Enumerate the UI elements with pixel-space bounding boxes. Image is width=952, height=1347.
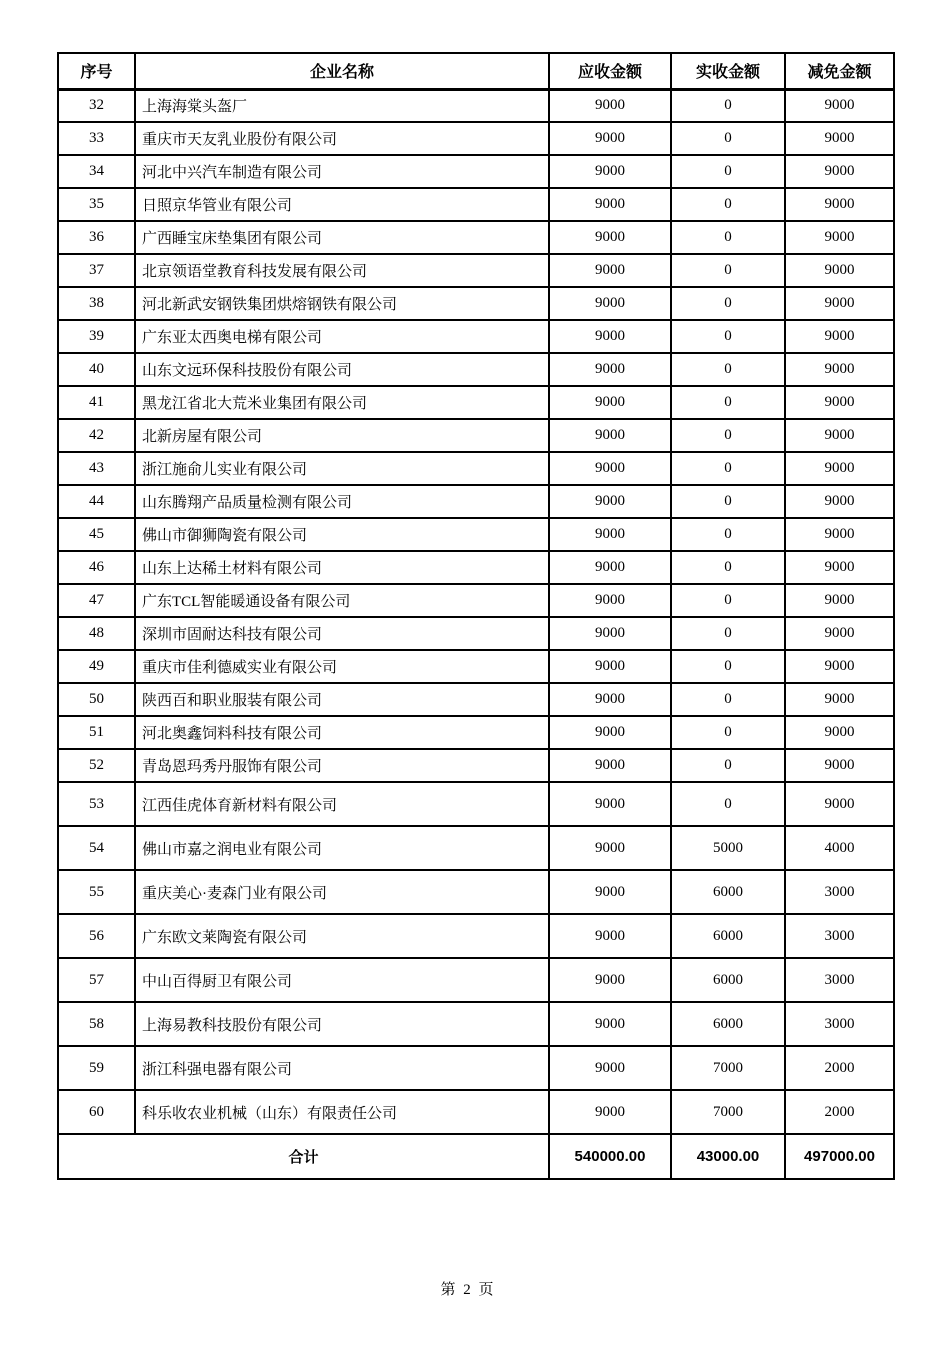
receivable-amount-cell: 9000 <box>549 320 671 353</box>
table-row <box>58 188 894 221</box>
receivable-amount-cell: 9000 <box>549 485 671 518</box>
total-reduction: 497000.00 <box>785 1134 894 1179</box>
table-row <box>58 485 894 518</box>
reduction-amount-cell: 9000 <box>785 287 894 320</box>
header-row <box>58 53 894 89</box>
receivable-amount-cell: 9000 <box>549 188 671 221</box>
reduction-amount-cell: 9000 <box>785 452 894 485</box>
receivable-amount-cell: 9000 <box>549 89 671 122</box>
company-name-cell: 上海海棠头盔厂 <box>135 89 549 122</box>
total-receivable: 540000.00 <box>549 1134 671 1179</box>
received-amount-cell: 0 <box>671 716 785 749</box>
company-name-cell: 黑龙江省北大荒米业集团有限公司 <box>135 386 549 419</box>
reduction-amount-cell: 9000 <box>785 584 894 617</box>
company-name-cell: 山东腾翔产品质量检测有限公司 <box>135 485 549 518</box>
received-amount-cell: 0 <box>671 254 785 287</box>
row-serial-number-cell: 47 <box>58 584 135 617</box>
table-row <box>58 254 894 287</box>
row-serial-number-cell: 59 <box>58 1046 135 1090</box>
company-name-cell: 广东欧文莱陶瓷有限公司 <box>135 914 549 958</box>
received-amount-cell: 0 <box>671 518 785 551</box>
table-row <box>58 386 894 419</box>
reduction-amount-cell: 9000 <box>785 749 894 782</box>
company-name-cell: 浙江施俞儿实业有限公司 <box>135 452 549 485</box>
row-serial-number-cell: 56 <box>58 914 135 958</box>
company-name-cell: 重庆市佳利德威实业有限公司 <box>135 650 549 683</box>
row-serial-number-cell: 36 <box>58 221 135 254</box>
reduction-amount-cell: 9000 <box>785 518 894 551</box>
company-name-cell: 浙江科强电器有限公司 <box>135 1046 549 1090</box>
row-serial-number-cell: 37 <box>58 254 135 287</box>
table-row <box>58 584 894 617</box>
reduction-amount-cell: 3000 <box>785 870 894 914</box>
received-amount-cell: 0 <box>671 386 785 419</box>
receivable-amount-cell: 9000 <box>549 716 671 749</box>
reduction-amount-cell: 9000 <box>785 353 894 386</box>
receivable-amount-cell: 9000 <box>549 551 671 584</box>
receivable-amount-cell: 9000 <box>549 452 671 485</box>
reduction-amount-cell: 9000 <box>785 716 894 749</box>
table-row <box>58 221 894 254</box>
reduction-amount-cell: 9000 <box>785 89 894 122</box>
table-row <box>58 89 894 122</box>
receivable-amount-cell: 9000 <box>549 221 671 254</box>
reduction-amount-cell: 3000 <box>785 1002 894 1046</box>
receivable-amount-cell: 9000 <box>549 782 671 826</box>
company-name-cell: 河北奥鑫饲料科技有限公司 <box>135 716 549 749</box>
company-name-cell: 佛山市嘉之润电业有限公司 <box>135 826 549 870</box>
row-serial-number-cell: 40 <box>58 353 135 386</box>
total-label: 合计 <box>58 1134 549 1179</box>
received-amount-cell: 6000 <box>671 958 785 1002</box>
table-row <box>58 518 894 551</box>
company-name-cell: 山东上达稀土材料有限公司 <box>135 551 549 584</box>
receivable-amount-cell: 9000 <box>549 1046 671 1090</box>
received-amount-cell: 0 <box>671 485 785 518</box>
row-serial-number-cell: 34 <box>58 155 135 188</box>
company-name-cell: 陕西百和职业服装有限公司 <box>135 683 549 716</box>
row-serial-number-cell: 54 <box>58 826 135 870</box>
header-serial-number: 序号 <box>58 53 135 89</box>
receivable-amount-cell: 9000 <box>549 826 671 870</box>
row-serial-number-cell: 48 <box>58 617 135 650</box>
company-name-cell: 深圳市固耐达科技有限公司 <box>135 617 549 650</box>
receivable-amount-cell: 9000 <box>549 650 671 683</box>
company-name-cell: 江西佳虎体育新材料有限公司 <box>135 782 549 826</box>
reduction-amount-cell: 9000 <box>785 320 894 353</box>
company-name-cell: 广东亚太西奥电梯有限公司 <box>135 320 549 353</box>
receivable-amount-cell: 9000 <box>549 287 671 320</box>
row-serial-number-cell: 39 <box>58 320 135 353</box>
reduction-amount-cell: 9000 <box>785 254 894 287</box>
received-amount-cell: 0 <box>671 551 785 584</box>
receivable-amount-cell: 9000 <box>549 1090 671 1134</box>
row-serial-number-cell: 57 <box>58 958 135 1002</box>
row-serial-number-cell: 44 <box>58 485 135 518</box>
reduction-amount-cell: 9000 <box>785 485 894 518</box>
reduction-amount-cell: 9000 <box>785 683 894 716</box>
received-amount-cell: 0 <box>671 221 785 254</box>
table-row <box>58 870 894 914</box>
header-received-amount: 实收金额 <box>671 53 785 89</box>
page-number: 第 2 页 <box>440 1282 496 1298</box>
received-amount-cell: 0 <box>671 452 785 485</box>
reduction-amount-cell: 9000 <box>785 386 894 419</box>
receivable-amount-cell: 9000 <box>549 518 671 551</box>
row-serial-number-cell: 49 <box>58 650 135 683</box>
company-name-cell: 北京领语堂教育科技发展有限公司 <box>135 254 549 287</box>
reduction-amount-cell: 9000 <box>785 188 894 221</box>
row-serial-number-cell: 51 <box>58 716 135 749</box>
receivable-amount-cell: 9000 <box>549 914 671 958</box>
received-amount-cell: 0 <box>671 650 785 683</box>
received-amount-cell: 0 <box>671 155 785 188</box>
receivable-amount-cell: 9000 <box>549 1002 671 1046</box>
header-receivable-amount: 应收金额 <box>549 53 671 89</box>
received-amount-cell: 0 <box>671 584 785 617</box>
company-name-cell: 上海易教科技股份有限公司 <box>135 1002 549 1046</box>
receivable-amount-cell: 9000 <box>549 870 671 914</box>
row-serial-number-cell: 53 <box>58 782 135 826</box>
row-serial-number-cell: 41 <box>58 386 135 419</box>
table-row <box>58 353 894 386</box>
table-body <box>58 89 894 1134</box>
reduction-amount-cell: 2000 <box>785 1090 894 1134</box>
received-amount-cell: 6000 <box>671 870 785 914</box>
received-amount-cell: 0 <box>671 287 785 320</box>
table-row <box>58 1090 894 1134</box>
table-row <box>58 749 894 782</box>
company-name-cell: 科乐收农业机械（山东）有限责任公司 <box>135 1090 549 1134</box>
company-name-cell: 青岛恩玛秀丹服饰有限公司 <box>135 749 549 782</box>
row-serial-number-cell: 46 <box>58 551 135 584</box>
received-amount-cell: 0 <box>671 617 785 650</box>
row-serial-number-cell: 45 <box>58 518 135 551</box>
row-serial-number-cell: 52 <box>58 749 135 782</box>
table-row <box>58 826 894 870</box>
receivable-amount-cell: 9000 <box>549 683 671 716</box>
received-amount-cell: 0 <box>671 353 785 386</box>
reduction-amount-cell: 2000 <box>785 1046 894 1090</box>
row-serial-number-cell: 43 <box>58 452 135 485</box>
reduction-amount-cell: 9000 <box>785 122 894 155</box>
received-amount-cell: 7000 <box>671 1046 785 1090</box>
company-name-cell: 广西睡宝床垫集团有限公司 <box>135 221 549 254</box>
received-amount-cell: 0 <box>671 188 785 221</box>
receivable-amount-cell: 9000 <box>549 617 671 650</box>
received-amount-cell: 6000 <box>671 914 785 958</box>
row-serial-number-cell: 55 <box>58 870 135 914</box>
company-name-cell: 日照京华管业有限公司 <box>135 188 549 221</box>
table-row <box>58 155 894 188</box>
reduction-amount-cell: 9000 <box>785 551 894 584</box>
received-amount-cell: 0 <box>671 320 785 353</box>
receivable-amount-cell: 9000 <box>549 749 671 782</box>
received-amount-cell: 0 <box>671 683 785 716</box>
table-row <box>58 914 894 958</box>
table-row <box>58 782 894 826</box>
table-row <box>58 1002 894 1046</box>
reduction-amount-cell: 9000 <box>785 782 894 826</box>
received-amount-cell: 0 <box>671 782 785 826</box>
table-row <box>58 551 894 584</box>
company-name-cell: 河北新武安钢铁集团烘熔钢铁有限公司 <box>135 287 549 320</box>
table-row <box>58 122 894 155</box>
received-amount-cell: 7000 <box>671 1090 785 1134</box>
reduction-amount-cell: 4000 <box>785 826 894 870</box>
company-name-cell: 广东TCL智能暖通设备有限公司 <box>135 584 549 617</box>
receivable-amount-cell: 9000 <box>549 419 671 452</box>
company-name-cell: 重庆美心·麦森门业有限公司 <box>135 870 549 914</box>
table-row <box>58 1046 894 1090</box>
company-name-cell: 河北中兴汽车制造有限公司 <box>135 155 549 188</box>
reduction-amount-cell: 9000 <box>785 650 894 683</box>
table-row <box>58 287 894 320</box>
table-row <box>58 419 894 452</box>
company-name-cell: 山东文远环保科技股份有限公司 <box>135 353 549 386</box>
received-amount-cell: 0 <box>671 89 785 122</box>
fee-table <box>57 52 895 1180</box>
reduction-amount-cell: 9000 <box>785 155 894 188</box>
reduction-amount-cell: 3000 <box>785 958 894 1002</box>
total-row <box>58 1134 894 1179</box>
header-company-name: 企业名称 <box>135 53 549 89</box>
receivable-amount-cell: 9000 <box>549 353 671 386</box>
company-name-cell: 佛山市御狮陶瓷有限公司 <box>135 518 549 551</box>
row-serial-number-cell: 60 <box>58 1090 135 1134</box>
row-serial-number-cell: 58 <box>58 1002 135 1046</box>
received-amount-cell: 0 <box>671 122 785 155</box>
received-amount-cell: 0 <box>671 419 785 452</box>
row-serial-number-cell: 32 <box>58 89 135 122</box>
received-amount-cell: 6000 <box>671 1002 785 1046</box>
total-received: 43000.00 <box>671 1134 785 1179</box>
company-name-cell: 中山百得厨卫有限公司 <box>135 958 549 1002</box>
table-row <box>58 452 894 485</box>
receivable-amount-cell: 9000 <box>549 584 671 617</box>
row-serial-number-cell: 35 <box>58 188 135 221</box>
received-amount-cell: 0 <box>671 749 785 782</box>
reduction-amount-cell: 9000 <box>785 419 894 452</box>
row-serial-number-cell: 42 <box>58 419 135 452</box>
row-serial-number-cell: 33 <box>58 122 135 155</box>
table-row <box>58 716 894 749</box>
receivable-amount-cell: 9000 <box>549 958 671 1002</box>
company-name-cell: 北新房屋有限公司 <box>135 419 549 452</box>
table-row <box>58 683 894 716</box>
receivable-amount-cell: 9000 <box>549 386 671 419</box>
table-row <box>58 650 894 683</box>
table-row <box>58 617 894 650</box>
table-row <box>58 958 894 1002</box>
company-name-cell: 重庆市天友乳业股份有限公司 <box>135 122 549 155</box>
reduction-amount-cell: 9000 <box>785 221 894 254</box>
receivable-amount-cell: 9000 <box>549 155 671 188</box>
row-serial-number-cell: 50 <box>58 683 135 716</box>
reduction-amount-cell: 9000 <box>785 617 894 650</box>
received-amount-cell: 5000 <box>671 826 785 870</box>
receivable-amount-cell: 9000 <box>549 122 671 155</box>
reduction-amount-cell: 3000 <box>785 914 894 958</box>
header-reduction-amount: 减免金额 <box>785 53 894 89</box>
table-row <box>58 320 894 353</box>
receivable-amount-cell: 9000 <box>549 254 671 287</box>
row-serial-number-cell: 38 <box>58 287 135 320</box>
